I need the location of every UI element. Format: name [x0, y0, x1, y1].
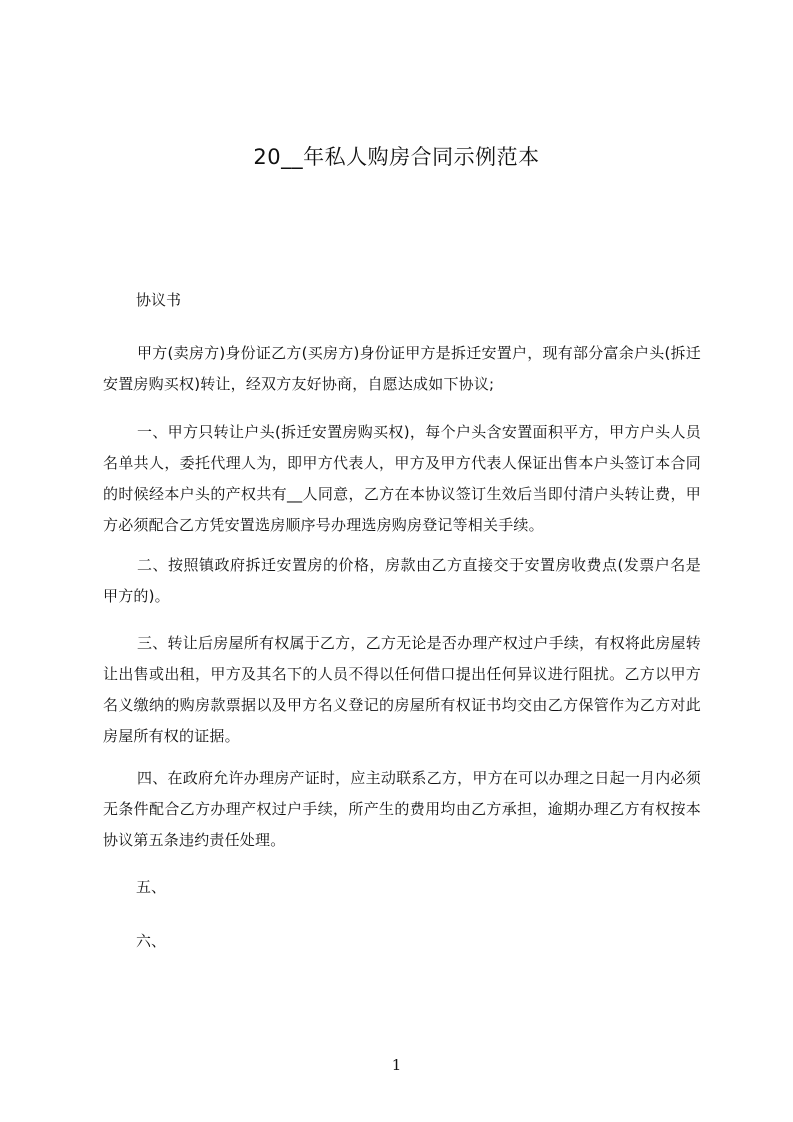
paragraph-clause-3: 三、转让后房屋所有权属于乙方，乙方无论是否办理产权过户手续，有权将此房屋转让出售或出租，甲方及其名下的人员不得以任何借口提出任何异议进行阻扰。乙方以甲方名义缴纳的购房款票据以及甲方名义登记的房屋所有权证书均交由乙方保管作为乙方对此房屋所有权的证据。 [103, 634, 701, 745]
clause-item-6: 六、 [136, 932, 167, 950]
paragraph-parties: 甲方(卖房方)身份证乙方(买房方)身份证甲方是拆迁安置户，现有部分富余户头(拆迁安置房购买权)转让，经双方友好协商，自愿达成如下协议; [103, 344, 701, 393]
document-title: 20__年私人购房合同示例范本 [253, 145, 540, 169]
paragraph-clause-1: 一、甲方只转让户头(拆迁安置房购买权)，每个户头含安置面积平方，甲方户头人员名单共人，委托代理人为，即甲方代表人，甲方及甲方代表人保证出售本户头签订本合同的时候经本户头的产权共有__人同意，乙方在本协议签订生效后当即付清户头转让费，甲方必须配合乙方凭安置选房顺序号办理选房购房登记等相关手续。 [103, 423, 701, 534]
section-heading: 协议书 [136, 291, 182, 309]
page-number: 1 [391, 1056, 402, 1074]
clause-item-5: 五、 [136, 878, 167, 896]
paragraph-clause-2: 二、按照镇政府拆迁安置房的价格，房款由乙方直接交于安置房收费点(发票户名是甲方的)。 [103, 556, 701, 605]
paragraph-clause-4: 四、在政府允许办理房产证时，应主动联系乙方，甲方在可以办理之日起一月内必须无条件配合乙方办理产权过户手续，所产生的费用均由乙方承担，逾期办理乙方有权按本协议第五条违约责任处理。 [103, 769, 701, 849]
